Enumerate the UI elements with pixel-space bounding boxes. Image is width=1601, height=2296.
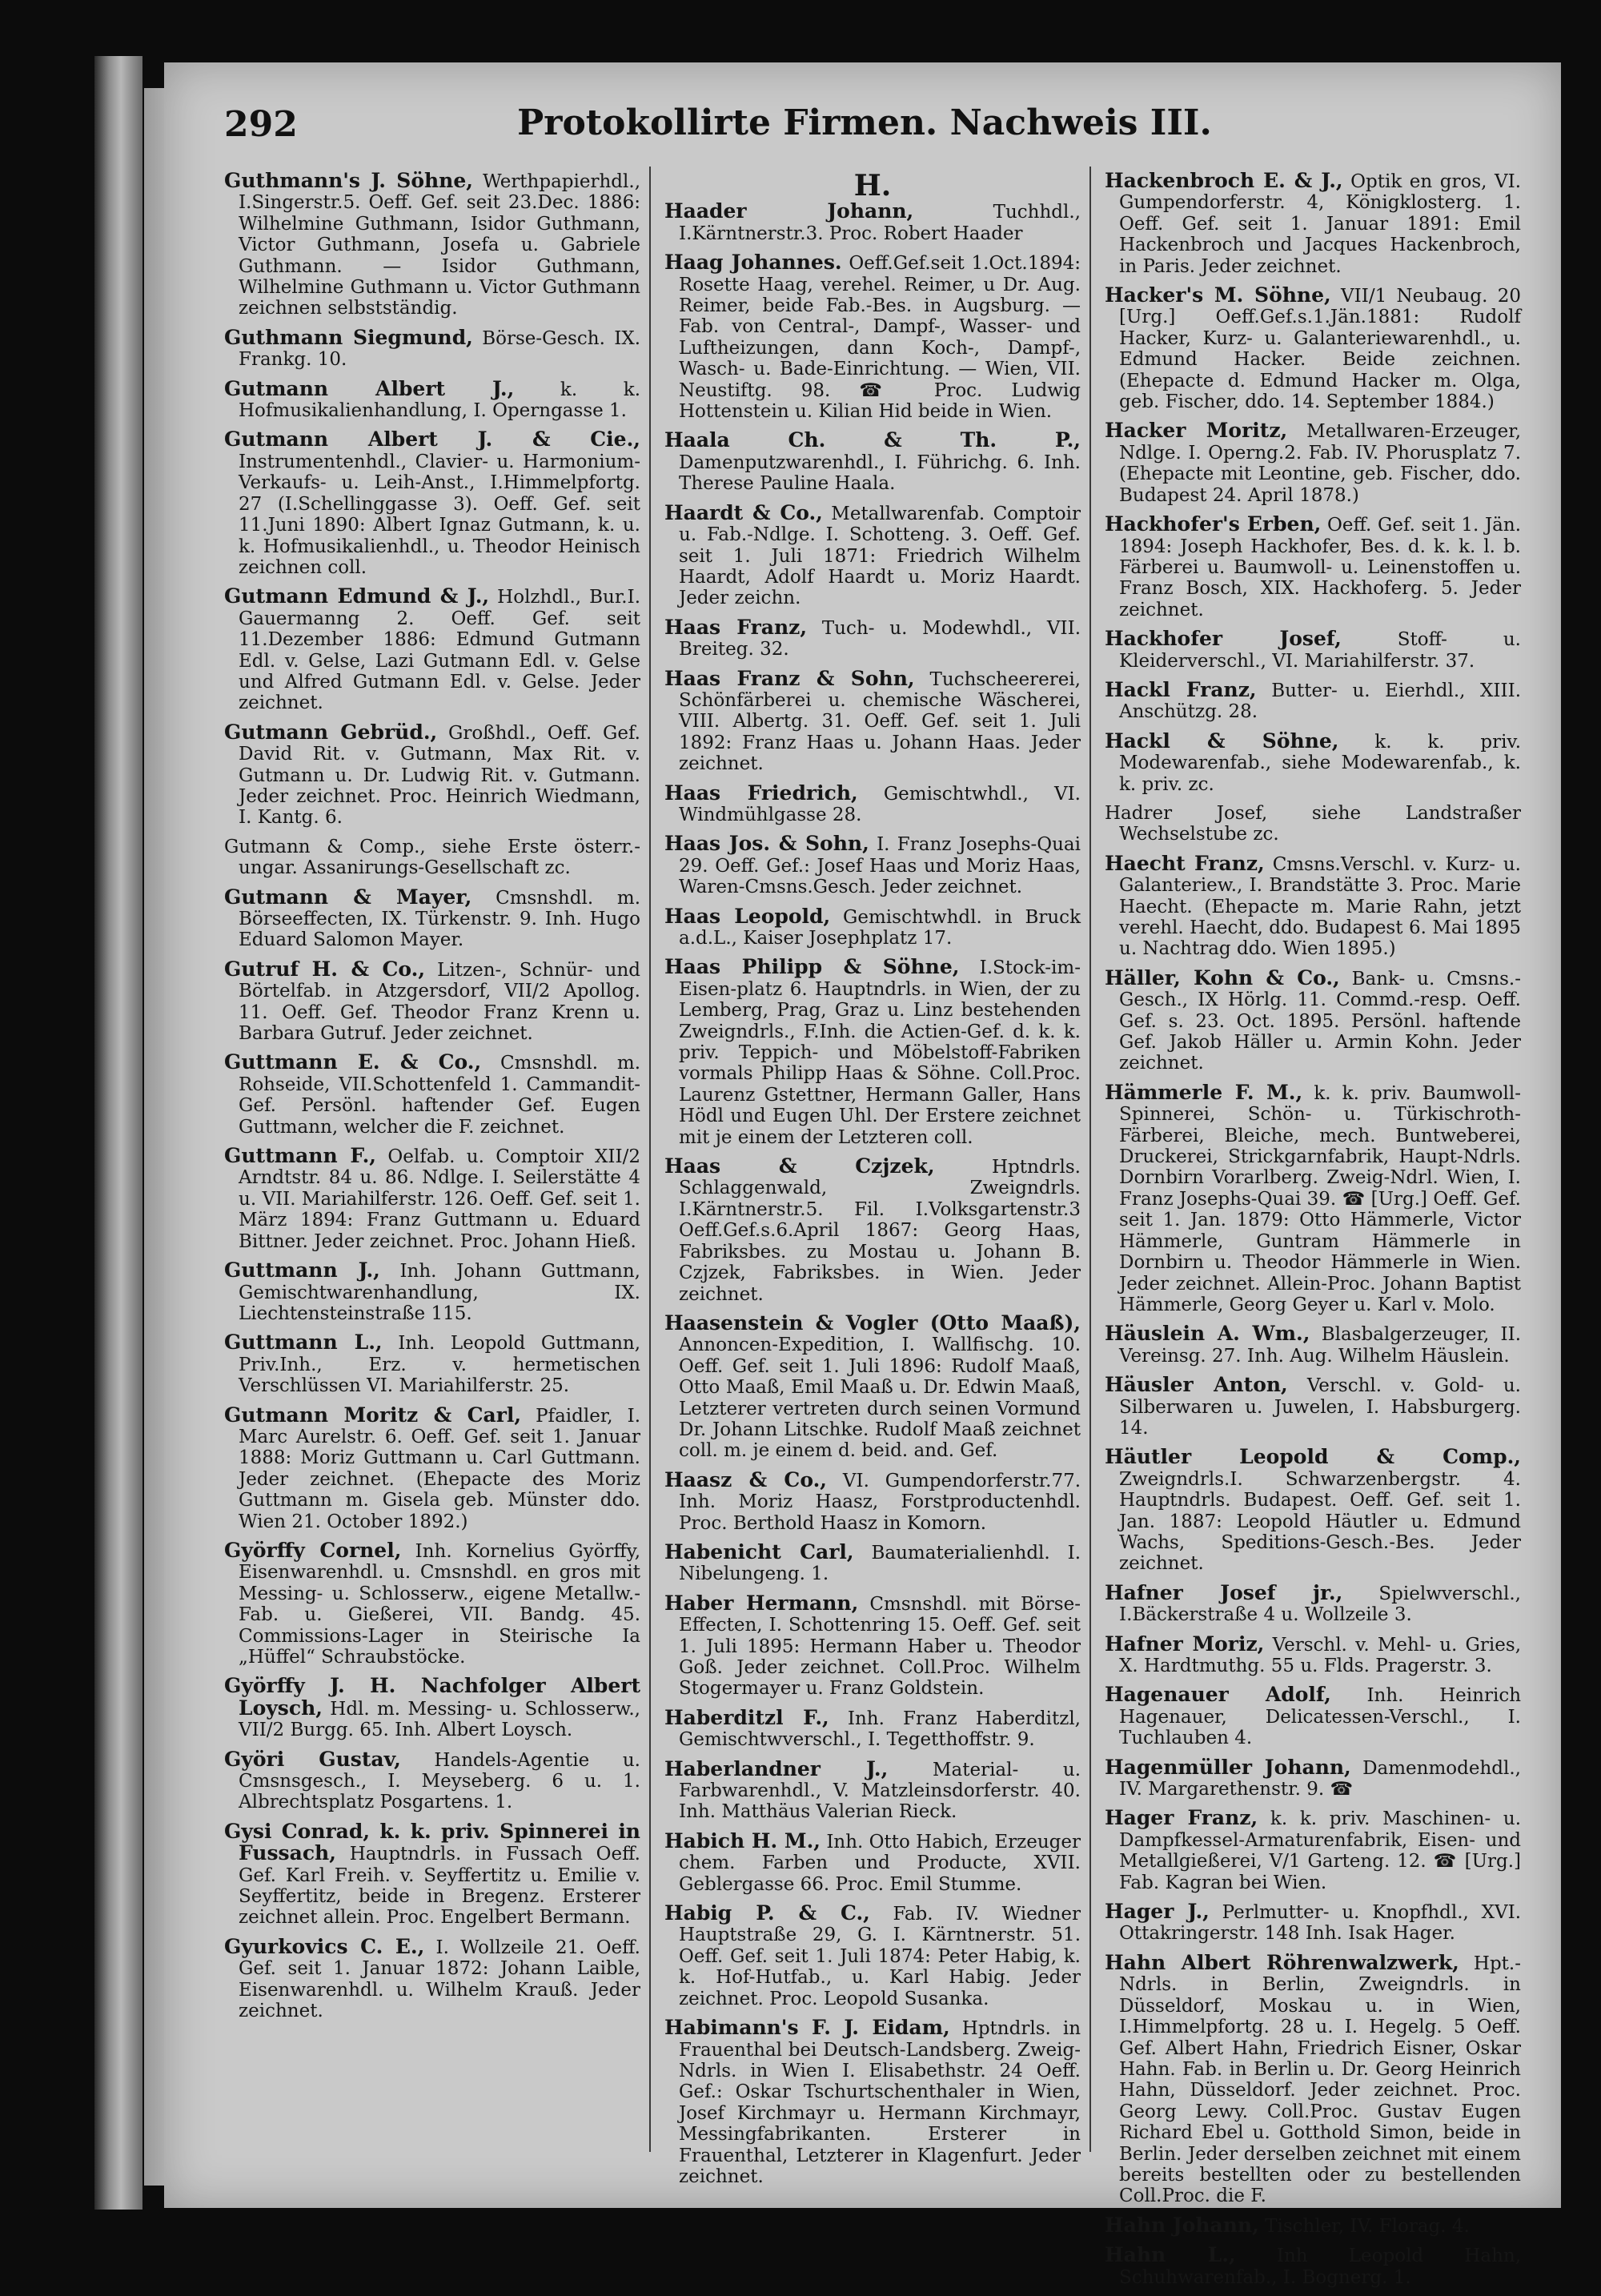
entry-text: Perlmutter- u. Knopfhdl., XVI. Ottakringerstr. 148 Inh. Isak Hager. — [1119, 1902, 1522, 1945]
firm-name: Gutmann Albert J. & Cie., — [224, 427, 640, 452]
firm-name: Haas Franz & Sohn, — [664, 666, 915, 690]
entry-text: Pfaidler, I. Marc Aurelstr. 6. Oeff. Gef. seit 1. Januar 1888: Moriz Guttmann u. Carl Guttmann. Jeder zeichnet. (Ehepacte des Moriz Guttmann m. Gisela geb. Münster ddo. Wien 21. October 1892.) — [239, 1405, 641, 1532]
firm-name: Hahn Johann, — [1105, 2213, 1259, 2237]
directory-entry — [224, 429, 640, 578]
directory-entry — [664, 1467, 1081, 1534]
entry-text: Metallwaren-Erzeuger, Ndlge. I. Operng.2. Fab. IV. Phorusplatz 7. (Ehepacte mit Leontine, geb. Fischer, ddo. Budapest 24. April 1878.) — [1119, 421, 1521, 506]
entry-text: Verschl. v. Mehl- u. Gries, X. Hardtmuthg. 55 u. Flds. Pragerstr. 3. — [1119, 1634, 1522, 1676]
firm-name: Hacker Moritz, — [1105, 419, 1288, 443]
firm-name: Hafner Moriz, — [1105, 1632, 1265, 1656]
directory-entry — [664, 1828, 1081, 1895]
entry-text: Zweigndrls.I. Schwarzenbergstr. 4. Hauptndrls. Budapest. Oeff. Gef. seit 1. Jan. 1887: Leopold Häutler u. Edmund Wachs, Speditions-Gesch.-Bes. Jeder zeichnet. — [1119, 1468, 1521, 1575]
directory-entry — [1105, 1684, 1521, 1748]
firm-name: Haasenstein & Vogler (Otto Maaß), — [664, 1311, 1081, 1335]
firm-name: Guttmann L., — [224, 1331, 383, 1355]
page-number: 292 — [224, 104, 298, 145]
entry-text: VII/1 Neubaug. 20 [Urg.] Oeff.Gef.s.1.Jän.1881: Rudolf Hacker, Kurz- u. Galanteriewarenhdl., u. Edmund Hacker. Beide zeichnen. (Ehepacte d. Edmund Hacker m. Olga, geb. Fischer, ddo. 14. September 1884.) — [1119, 286, 1521, 413]
firm-name: Hackl Franz, — [1105, 677, 1257, 701]
entry-text: I.Stock-im-Eisen-platz 6. Hauptndrls. in Wien, der zu Lemberg, Prag, Graz u. Linz bestehenden Zweigndrls., F.Inh. die Actien-Gef. d. k. k. priv. Teppich- und Möbelstoff-Fabriken vormals Philipp Haas & Söhne. Coll.Proc. Laurenz Gstettner, Hermann Galler, Hans Hödl und Eugen Uhl. Der Erstere zeichnet mit je einem der Letzteren coll. — [679, 957, 1081, 1148]
firm-name: Hahn Albert Röhrenwalzwerk, — [1105, 1950, 1459, 1974]
directory-entry — [664, 201, 1081, 244]
entry-text: Gutmann & Comp., siehe Erste österr.-ungar. Assanirungs-Gesellschaft zc. — [224, 836, 640, 879]
firm-name: Gutmann Gebrüd., — [224, 720, 438, 744]
section-letter: H. — [853, 169, 892, 203]
firm-name: Guthmann's J. Söhne, — [224, 169, 473, 192]
entry-text: Börse-Gesch. IX. Frankg. 10. — [239, 327, 641, 371]
directory-entry — [1105, 1757, 1521, 1800]
firm-name: Gutmann Moritz & Carl, — [224, 1403, 522, 1427]
directory-entry — [664, 1539, 1081, 1585]
firm-name: Gutmann & Mayer, — [224, 885, 472, 909]
firm-name: Gutruf H. & Co., — [224, 957, 426, 981]
firm-name: Haas Friedrich, — [664, 781, 858, 805]
firm-name: Hafner Josef jr., — [1105, 1580, 1343, 1604]
directory-entry — [224, 171, 640, 319]
directory-entry — [1105, 803, 1521, 845]
directory-entry — [224, 1540, 640, 1668]
firm-name: Häller, Kohn & Co., — [1105, 965, 1340, 989]
directory-entry — [1105, 965, 1521, 1074]
entry-text: Hptndrls. Schlaggenwald, Zweigndrls. I.Kärntnerstr.5. Fil. I.Volksgartenstr.3 Oeff.Gef.s.6.April 1867: Georg Haas, Fabriksbes. zu Mostau u. Johann B. Czjzek, Fabriksbes. in Wien. Jeder zeichnet. — [679, 1157, 1081, 1305]
firm-name: Györffy J. H. Nachfolger Albert Loysch, — [224, 1674, 640, 1720]
entry-text: Gemischtwhdl. in Bruck a.d.L., Kaiser Josephplatz 17. — [679, 906, 1081, 949]
firm-name: Hagenmüller Johann, — [1105, 1755, 1351, 1779]
firm-name: Hackhofer's Erben, — [1105, 512, 1322, 536]
directory-entry — [1105, 1082, 1521, 1315]
firm-name: Hackhofer Josef, — [1105, 627, 1342, 651]
entry-text: k. k. priv. Modewarenfab., siehe Modewarenfab., k. k. priv. zc. — [1119, 731, 1521, 795]
firm-name: Häutler Leopold & Comp., — [1105, 1445, 1521, 1469]
directory-entry — [664, 833, 1081, 897]
directory-entry — [1105, 1901, 1521, 1945]
entry-text: Werthpapierhdl., I.Singerstr.5. Oeff. Gef. seit 23.Dec. 1886: Wilhelmine Guthmann, Isidor Guthmann, Victor Guthmann, Josefa u. Gabriele Guthmann. — Isidor Guthmann, Wilhelmine Guthmann u. Victor Guthmann zeichnen selbstständig. — [239, 171, 640, 319]
directory-entry — [1105, 1447, 1521, 1574]
directory-entry — [664, 430, 1081, 494]
directory-entry — [224, 1821, 640, 1929]
entry-text: k. k. priv. Maschinen- u. Dampfkessel-Armaturenfabrik, Eisen- und Metallgießerei, V/1 Garteng. 12. ☎ [Urg.] Fab. Kagran bei Wien. — [1119, 1808, 1522, 1893]
book-page — [164, 62, 1561, 2288]
firm-name: Haas Leopold, — [664, 904, 831, 928]
entry-text: Cmsns.Verschl. v. Kurz- u. Galanteriew., I. Brandstätte 3. Proc. Marie Haecht. (Ehepacte m. Marie Rahn, jetzt verehl. Haecht, ddo. Budapest 6. Mai 1895 u. Nachtrag ddo. Wien 1895.) — [1119, 853, 1521, 960]
directory-entry — [1105, 853, 1521, 960]
entry-text: k. k. Hofmusikalienhandlung, I. Operngasse 1. — [239, 379, 641, 422]
firm-name: Hager J., — [1105, 1900, 1210, 1924]
firm-name: Györi Gustav, — [224, 1747, 401, 1771]
entry-text: Optik en gros, VI. Gumpendorferstr. 4, Königklosterg. 1. Oeff. Gef. seit 1. Januar 1891: Emil Hackenbroch und Jacques Hackenbroch, in Paris. Jeder zeichnet. — [1119, 171, 1522, 277]
entry-text: Oeff.Gef.seit 1.Oct.1894: Rosette Haag, verehel. Reimer, u Dr. Aug. Reimer, beide Fab.-Bes. in Augsburg. — Fab. von Central-, Dampf-, Wasser- und Luftheizungen, dann Koch-, Dampf-, Wasch- u. Bade-Einrichtung. — Wien, VII. Neustiftg. 98. ☎ Proc. Ludwig Hottenstein u. Kilian Hid beide in Wien. — [679, 253, 1081, 423]
directory-entry — [1105, 1634, 1521, 1677]
entry-text: Inh. Otto Habich, Erzeuger chem. Farben und Producte, XVII. Geblergasse 66. Proc. Emil Stumme. — [679, 1831, 1081, 1895]
directory-entry — [224, 722, 640, 829]
entry-text: Hauptndrls. in Fussach Oeff. Gef. Karl Freih. v. Seyffertitz u. Emilie v. Seyffertitz, beide in Bregenz. Ersterer zeichnet allein. Proc. Engelbert Bermann. — [239, 1844, 640, 1929]
directory-entry — [1105, 2215, 1521, 2237]
entry-text: I. Franz Josephs-Quai 29. Oeff. Gef.: Josef Haas und Moriz Haas, Waren-Cmsns.Gesch. Jeder zeichnet. — [679, 834, 1081, 898]
entry-text: Damenputzwarenhdl., I. Führichg. 6. Inh. Therese Pauline Haala. — [679, 452, 1081, 495]
entry-text: Tischler, IV. Florag. 4. — [1265, 2215, 1470, 2237]
column-b — [664, 171, 1081, 2195]
directory-entry — [664, 252, 1081, 422]
entry-text: Hadrer Josef, siehe Landstraßer Wechselstube zc. — [1105, 802, 1521, 845]
entry-text: Inh. Franz Haberditzl, Gemischtwverschl., I. Tegetthoffstr. 9. — [679, 1708, 1081, 1751]
entry-text: Blasbalgerzeuger, II. Vereinsg. 27. Inh. Aug. Wilhelm Häuslein. — [1119, 1324, 1521, 1367]
directory-entry — [664, 906, 1081, 949]
entry-text: Instrumentenhdl., Clavier- u. Harmonium-Verkaufs- u. Leih-Anst., I.Himmelpfortg. 27 (I.Schellinggasse 3). Oeff. Gef. seit 11.Juni 1890: Albert Ignaz Gutmann, k. u. k. Hofmusikalienhdl., u. Theodor Heinisch zeichnen coll. — [239, 451, 640, 578]
firm-name: Guttmann J., — [224, 1258, 380, 1282]
firm-name: Hahn L., — [1105, 2243, 1236, 2267]
entry-text: Annoncen-Expedition, I. Wallfischg. 10. Oeff. Gef. seit 1. Juli 1896: Rudolf Maaß, Otto Maaß, Emil Maaß u. Dr. Edwin Maaß, Letzterer vertreten durch seinen Vormund Dr. Johann Litschke. Rudolf Maaß zeichnet coll. m. je einem d. beid. and. Gef. — [679, 1335, 1081, 1462]
entry-text: k. k. priv. Baumwoll-Spinnerei, Schön- u. Türkischroth-Färberei, Bleiche, mech. Buntweberei, Druckerei, Strickgarnfabrik, Haupt-Ndrls. Dornbirn Vorarlberg. Zweig-Ndrl. Wien, I. Franz Josephs-Quai 39. ☎ [Urg.] Oeff. Gef. seit 1. Jan. 1879: Otto Hämmerle, Victor Hämmerle, Guntram Hämmerle in Dornbirn u. Theodor Hämmerle in Wien. Jeder zeichnet. Allein-Proc. Johann Baptist Hämmerle, Georg Geyer u. Karl v. Molo. — [1119, 1082, 1521, 1315]
firm-name: Gutmann Albert J., — [224, 376, 515, 400]
directory-entry — [664, 617, 1081, 660]
entry-text: I. Wollzeile 21. Oeff. Gef. seit 1. Januar 1872: Johann Laible, Eisenwarenhdl. u. Wilhelm Krauß. Jeder zeichnet. — [239, 1937, 640, 2022]
directory-entry — [664, 1705, 1081, 1751]
firm-name: Haecht Franz, — [1105, 851, 1265, 875]
directory-entry — [664, 668, 1081, 775]
column-a — [224, 171, 640, 2030]
entry-text: Holzhdl., Bur.I. Gauermanng 2. Oeff. Gef. seit 11.Dezember 1886: Edmund Gutmann Edl. v. Gelse, Lazi Gutmann Edl. v. Gelse und Alfred Gutmann Edl. v. Gelse. Jeder zeichnet. — [239, 587, 641, 714]
column-rule-1 — [649, 167, 651, 2152]
column-c — [1105, 171, 1521, 2296]
entry-text: Oelfab. u. Comptoir XII/2 Arndtstr. 84 u. 86. Ndlge. I. Seilerstätte 4 u. VII. Mariahilferstr. 126. Oeff. Gef. seit 1. März 1894: Franz Guttmann u. Eduard Bittner. Jeder zeichnet. Proc. Johann Hieß. — [239, 1146, 640, 1252]
firm-name: Hackl & Söhne, — [1105, 729, 1339, 753]
firm-name: Häusler Anton, — [1105, 1373, 1288, 1397]
firm-name: Hacker's M. Söhne, — [1105, 283, 1331, 307]
entry-text: Spielwverschl., I.Bäckerstraße 4 u. Wollzeile 3. — [1119, 1583, 1521, 1626]
firm-name: Habenicht Carl, — [664, 1539, 854, 1563]
firm-name: Guttmann E. & Co., — [224, 1050, 482, 1074]
entry-text: Damenmodehdl., IV. Margarethenstr. 9. ☎ — [1119, 1757, 1521, 1800]
directory-entry — [664, 1156, 1081, 1305]
directory-entry — [1105, 1375, 1521, 1439]
entry-text: Butter- u. Eierhdl., XIII. Anschützg. 28. — [1119, 680, 1522, 723]
firm-name: Habimann's F. J. Eidam, — [664, 2016, 950, 2040]
firm-name: Haberlandner J., — [664, 1756, 889, 1780]
firm-name: Gyurkovics C. E., — [224, 1934, 425, 1958]
firm-name: Häuslein A. Wm., — [1105, 1322, 1310, 1346]
directory-entry — [1105, 1580, 1521, 1626]
entry-text: Gemischtwhdl., VI. Windmühlgasse 28. — [679, 783, 1081, 825]
directory-entry — [224, 959, 640, 1045]
firm-name: Haas Franz, — [664, 615, 808, 639]
firm-name: Gysi Conrad, k. k. priv. Spinnerei in Fussach, — [224, 1819, 640, 1865]
firm-name: Habich H. M., — [664, 1828, 821, 1852]
directory-entry — [224, 1749, 640, 1813]
directory-entry — [664, 1756, 1081, 1823]
directory-entry — [1105, 1808, 1521, 1893]
directory-entry — [664, 1593, 1081, 1700]
directory-entry — [224, 1405, 640, 1532]
directory-entry — [224, 1146, 640, 1252]
entry-text: Cmsnshdl. m. Börseeffecten, IX. Türkenstr. 9. Inh. Hugo Eduard Salomon Mayer. — [239, 887, 641, 951]
directory-entry — [1105, 628, 1521, 672]
directory-entry — [664, 1903, 1081, 2009]
directory-entry — [224, 1052, 640, 1138]
entry-text: Stoff- u. Kleiderverschl., VI. Mariahilferstr. 37. — [1119, 629, 1521, 672]
entry-text: Tuchhdl., I.Kärntnerstr.3. Proc. Robert Haader — [679, 202, 1081, 244]
entry-text: Inh. Kornelius Györffy, Eisenwarenhdl. u. Cmsnshdl. en gros mit Messing- u. Schlosserw., eigene Metallw.-Fab. u. Gießerei, VII. Bandg. 45. Commissions-Lager in Steirische Ia „Hüffel“ Schraubstöcke. — [239, 1540, 641, 1668]
entry-text: VI. Gumpendorferstr.77. Inh. Moriz Haasz, Forstproductenhdl. Proc. Berthold Haasz in Komorn. — [679, 1470, 1081, 1534]
column-rule-2 — [1089, 167, 1091, 2152]
directory-entry — [664, 1313, 1081, 1462]
directory-entry — [664, 2017, 1081, 2187]
entry-text: Bank- u. Cmsns.-Gesch., IX Hörlg. 11. Commd.-resp. Oeff. Gef. s. 23. Oct. 1895. Persönl. haftende Gef. Jakob Häller u. Armin Kohn. Jeder zeichnet. — [1119, 968, 1521, 1074]
firm-name: Haas & Czjzek, — [664, 1154, 935, 1178]
directory-entry — [664, 500, 1081, 609]
directory-entry — [1105, 514, 1521, 620]
directory-entry — [1105, 1323, 1521, 1367]
entry-text: Baumaterialienhdl. I. Nibelungeng. 1. — [679, 1542, 1081, 1585]
entry-text: Hpt.-Ndrls. in Berlin, Zweigndrls. in Düsseldorf, Moskau u. in Wien, I.Himmelpfortg. 28 u. I. Hegelg. 5 Oeff. Gef. Albert Hahn, Friedrich Eisner, Oskar Hahn. Fab. in Berlin u. Dr. Georg Heinrich Hahn, Düsseldorf. Jeder zeichnet. Proc. Georg Lewy. Coll.Proc. Gustav Eugen Richard Ebel u. Gotthold Simon, beide in Berlin. Jeder derselben zeichnet mit einem bereits bestellten oder zu bestellenden Coll.Proc. die F. — [1119, 1953, 1522, 2207]
entry-text: Inh. Johann Guttmann, Gemischtwarenhandlung, IX. Liechtensteinstraße 115. — [239, 1261, 640, 1324]
directory-entry — [1105, 420, 1521, 506]
directory-entry — [664, 783, 1081, 826]
directory-entry — [224, 837, 640, 879]
directory-entry — [224, 1934, 640, 2022]
entry-text: Hdl. m. Messing- u. Schlosserw., VII/2 Burgg. 65. Inh. Albert Loysch. — [239, 1698, 640, 1741]
firm-name: Haasz & Co., — [664, 1467, 827, 1491]
entry-text: Handels-Agentie u. Cmsnsgesch., I. Meyseberg. 6 u. 1. Albrechtsplatz Posgartens. 1. — [239, 1749, 640, 1813]
entry-text: Cmsnshdl. mit Börse-Effecten, I. Schottenring 15. Oeff. Gef. seit 1. Juli 1895: Hermann Haber u. Theodor Goß. Jeder zeichnet. Coll.Proc. Wilhelm Stogermayer u. Franz Goldstein. — [679, 1593, 1081, 1700]
entry-text: Material- u. Farbwarenhdl., V. Matzleinsdorferstr. 40. Inh. Matthäus Valerian Rieck. — [679, 1759, 1081, 1823]
firm-name: Hackenbroch E. & J., — [1105, 169, 1343, 192]
entry-text: Hptndrls. in Frauenthal bei Deutsch-Landsberg. Zweig-Ndrls. in Wien I. Elisabethstr. 24 Oeff. Gef.: Oskar Tschurtschenthaler in Wien, Josef Kirchmayr u. Hermann Kirchmayr, Messingfabrikanten. Ersterer in Frauenthal, Letzterer in Klagenfurt. Jeder zeichnet. — [679, 2018, 1081, 2187]
firm-name: Guttmann F., — [224, 1144, 377, 1168]
page-title: Protokollirte Firmen. Nachweis III. — [517, 102, 1212, 143]
firm-name: Haas Jos. & Sohn, — [664, 832, 869, 856]
entry-text: Litzen-, Schnür- und Börtelfab. in Atzgersdorf, VII/2 Apollog. 11. Oeff. Gef. Theodor Franz Krenn u. Barbara Gutruf. Jeder zeichnet. — [239, 959, 640, 1045]
entry-text: Metallwarenfab. Comptoir u. Fab.-Ndlge. I. Schotteng. 3. Oeff. Gef. seit 1. Juli 1871: Friedrich Wilhelm Haardt, Adolf Haardt u. Moriz Haardt. Jeder zeichn. — [679, 503, 1081, 609]
firm-name: Haardt & Co., — [664, 500, 823, 524]
directory-entry — [1105, 1950, 1522, 2207]
firm-name: Haader Johann, — [664, 199, 914, 223]
firm-name: Guthmann Siegmund, — [224, 325, 473, 349]
firm-name: Haber Hermann, — [664, 1591, 859, 1615]
entry-text: Inh. Heinrich Hagenauer, Delicatessen-Verschl., I. Tuchlauben 4. — [1119, 1685, 1522, 1749]
entry-text: Tuchscheererei, Schönfärberei u. chemische Wäscherei, VIII. Albertg. 31. Oeff. Gef. seit 1. Juli 1892: Franz Haas u. Johann Haas. Jeder zeichnet. — [679, 668, 1081, 775]
directory-entry — [1105, 677, 1522, 723]
directory-entry — [224, 586, 640, 713]
directory-entry — [1105, 731, 1521, 795]
entry-text: Großhdl., Oeff. Gef. David Rit. v. Gutmann, Max Rit. v. Gutmann u. Dr. Ludwig Rit. v. Gutmann. Jeder zeichnet. Proc. Heinrich Wiedmann, I. Kantg. 6. — [239, 722, 640, 829]
firm-name: Györffy Cornel, — [224, 1538, 402, 1562]
firm-name: Habig P. & C., — [664, 1901, 870, 1925]
entry-text: Oeff. Gef. seit 1. Jän. 1894: Joseph Hackhofer, Bes. d. k. k. l. b. Färberei u. Baumwoll- u. Leinenstoffen u. Franz Bosch, XIX. Hackhoferg. 5. Jeder zeichnet. — [1119, 515, 1521, 620]
firm-name: Haberditzl F., — [664, 1705, 829, 1729]
directory-entry — [224, 1260, 640, 1324]
entry-text: Verschl. v. Gold- u. Silberwaren u. Juwelen, I. Habsburgerg. 14. — [1119, 1375, 1521, 1439]
page-header — [224, 102, 1505, 159]
directory-entry — [224, 1676, 640, 1740]
firm-name: Hager Franz, — [1105, 1806, 1258, 1830]
firm-name: Hagenauer Adolf, — [1105, 1683, 1331, 1707]
firm-name: Haag Johannes. — [664, 251, 842, 275]
book-gutter-shadow — [94, 56, 142, 2210]
entry-text: Inh Leopold Hahn, Schuhwarenfab., I. Bognerg. 1. — [1119, 2246, 1522, 2288]
entry-text: Cmsnshdl. m. Rohseide, VII.Schottenfeld 1. Cammandit-Gef. Persönl. haftender Gef. Eugen Guttmann, welcher die F. zeichnet. — [239, 1053, 641, 1138]
directory-entry — [1105, 171, 1521, 277]
directory-entry — [1105, 2245, 1521, 2288]
entry-text: Inh. Leopold Guttmann, Priv.Inh., Erz. v. hermetischen Verschlüssen VI. Mariahilferstr. 25. — [239, 1333, 641, 1397]
entry-text: Tuch- u. Modewhdl., VII. Breiteg. 32. — [679, 617, 1081, 660]
directory-entry — [224, 376, 641, 422]
firm-name: Haala Ch. & Th. P., — [664, 428, 1081, 452]
firm-name: Hämmerle F. M., — [1105, 1080, 1303, 1104]
directory-entry — [1105, 285, 1521, 412]
directory-entry — [224, 1332, 640, 1396]
entry-text: Fab. IV. Wiedner Hauptstraße 29, G. I. Kärntnerstr. 51. Oeff. Gef. seit 1. Juli 1874: Peter Habig, k. k. Hof-Hutfab., u. Karl Habig. Jeder zeichnet. Proc. Leopold Susanka. — [679, 1904, 1081, 2009]
directory-entry — [224, 887, 640, 951]
directory-entry — [664, 957, 1081, 1148]
directory-entry — [224, 327, 640, 371]
firm-name: Gutmann Edmund & J., — [224, 584, 490, 608]
firm-name: Haas Philipp & Söhne, — [664, 955, 960, 979]
